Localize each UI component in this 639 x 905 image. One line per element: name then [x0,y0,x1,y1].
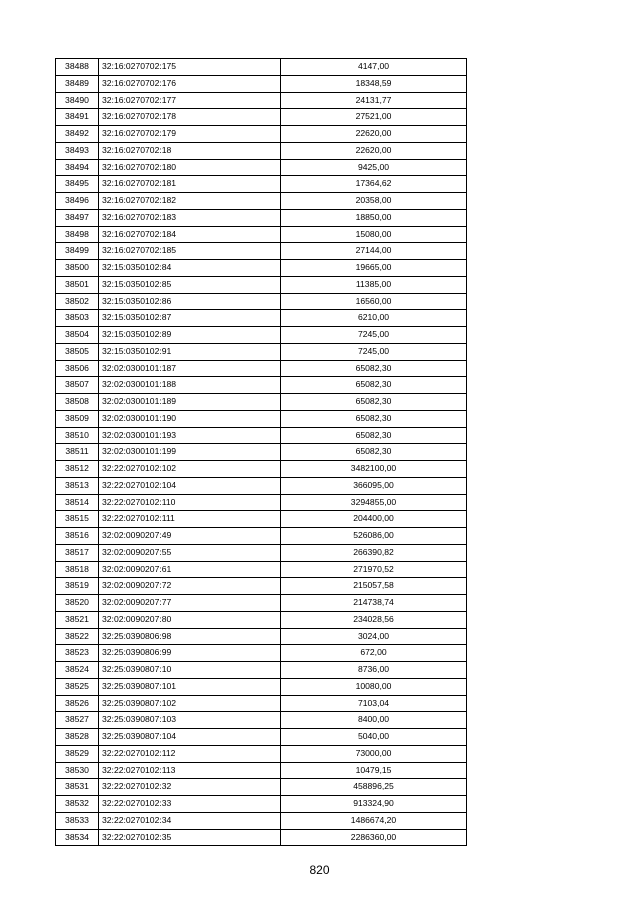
value-cell: 27521,00 [281,109,467,126]
row-number-cell: 38501 [56,276,99,293]
cadastral-number-cell: 32:25:0390807:103 [99,712,281,729]
table-row [56,327,467,344]
value-cell: 3482100,00 [281,461,467,478]
cadastral-number-cell: 32:16:0270702:179 [99,126,281,143]
row-number-cell: 38529 [56,745,99,762]
value-cell: 65082,30 [281,427,467,444]
value-cell: 3024,00 [281,628,467,645]
table-row [56,595,467,612]
cadastral-number-cell: 32:15:0350102:86 [99,293,281,310]
cadastral-number-cell: 32:16:0270702:175 [99,59,281,76]
value-cell: 8736,00 [281,662,467,679]
table-row [56,75,467,92]
row-number-cell: 38514 [56,494,99,511]
value-cell: 17364,62 [281,176,467,193]
table-row [56,193,467,210]
table-row [56,829,467,846]
cadastral-number-cell: 32:16:0270702:178 [99,109,281,126]
table-row [56,561,467,578]
value-cell: 366095,00 [281,477,467,494]
row-number-cell: 38492 [56,126,99,143]
cadastral-number-cell: 32:16:0270702:185 [99,243,281,260]
value-cell: 913324,90 [281,796,467,813]
cadastral-number-cell: 32:25:0390807:102 [99,695,281,712]
row-number-cell: 38512 [56,461,99,478]
table-row [56,394,467,411]
cadastral-number-cell: 32:02:0300101:190 [99,410,281,427]
cadastral-number-cell: 32:02:0090207:49 [99,528,281,545]
table-row [56,578,467,595]
value-cell: 3294855,00 [281,494,467,511]
cadastral-number-cell: 32:15:0350102:87 [99,310,281,327]
cadastral-value-table [55,58,467,846]
row-number-cell: 38508 [56,394,99,411]
row-number-cell: 38515 [56,511,99,528]
value-cell: 215057,58 [281,578,467,595]
row-number-cell: 38516 [56,528,99,545]
table-row [56,712,467,729]
row-number-cell: 38525 [56,678,99,695]
value-cell: 4147,00 [281,59,467,76]
value-cell: 11385,00 [281,276,467,293]
row-number-cell: 38505 [56,343,99,360]
value-cell: 16560,00 [281,293,467,310]
table-row [56,544,467,561]
value-cell: 6210,00 [281,310,467,327]
cadastral-number-cell: 32:25:0390806:99 [99,645,281,662]
table-row [56,276,467,293]
value-cell: 234028,56 [281,611,467,628]
row-number-cell: 38532 [56,796,99,813]
row-number-cell: 38531 [56,779,99,796]
row-number-cell: 38526 [56,695,99,712]
cadastral-number-cell: 32:22:0270102:34 [99,812,281,829]
table-body [56,59,467,846]
table-row [56,528,467,545]
value-cell: 65082,30 [281,394,467,411]
value-cell: 10479,15 [281,762,467,779]
value-cell: 73000,00 [281,745,467,762]
table-row [56,410,467,427]
cadastral-number-cell: 32:16:0270702:184 [99,226,281,243]
row-number-cell: 38513 [56,477,99,494]
row-number-cell: 38528 [56,729,99,746]
cadastral-number-cell: 32:15:0350102:91 [99,343,281,360]
cadastral-number-cell: 32:02:0090207:55 [99,544,281,561]
value-cell: 65082,30 [281,360,467,377]
cadastral-number-cell: 32:25:0390807:101 [99,678,281,695]
cadastral-number-cell: 32:22:0270102:111 [99,511,281,528]
value-cell: 9425,00 [281,159,467,176]
cadastral-number-cell: 32:22:0270102:112 [99,745,281,762]
value-cell: 214738,74 [281,595,467,612]
table-row [56,142,467,159]
value-cell: 22620,00 [281,142,467,159]
table-row [56,695,467,712]
row-number-cell: 38489 [56,75,99,92]
row-number-cell: 38495 [56,176,99,193]
cadastral-number-cell: 32:22:0270102:35 [99,829,281,846]
cadastral-number-cell: 32:16:0270702:18 [99,142,281,159]
row-number-cell: 38524 [56,662,99,679]
table-row [56,92,467,109]
table-row [56,611,467,628]
row-number-cell: 38517 [56,544,99,561]
value-cell: 1486674,20 [281,812,467,829]
cadastral-number-cell: 32:22:0270102:110 [99,494,281,511]
row-number-cell: 38534 [56,829,99,846]
cadastral-number-cell: 32:16:0270702:183 [99,209,281,226]
value-cell: 22620,00 [281,126,467,143]
value-cell: 271970,52 [281,561,467,578]
row-number-cell: 38490 [56,92,99,109]
cadastral-number-cell: 32:16:0270702:176 [99,75,281,92]
cadastral-number-cell: 32:02:0090207:80 [99,611,281,628]
value-cell: 65082,30 [281,377,467,394]
cadastral-number-cell: 32:02:0300101:188 [99,377,281,394]
table-row [56,796,467,813]
table-row [56,176,467,193]
table-row [56,812,467,829]
table-row [56,377,467,394]
row-number-cell: 38507 [56,377,99,394]
table-row [56,628,467,645]
row-number-cell: 38523 [56,645,99,662]
row-number-cell: 38498 [56,226,99,243]
row-number-cell: 38511 [56,444,99,461]
value-cell: 65082,30 [281,410,467,427]
cadastral-number-cell: 32:02:0090207:61 [99,561,281,578]
cadastral-number-cell: 32:02:0090207:72 [99,578,281,595]
row-number-cell: 38497 [56,209,99,226]
row-number-cell: 38494 [56,159,99,176]
row-number-cell: 38493 [56,142,99,159]
table-row [56,745,467,762]
row-number-cell: 38503 [56,310,99,327]
table-row [56,243,467,260]
row-number-cell: 38488 [56,59,99,76]
cadastral-number-cell: 32:15:0350102:84 [99,260,281,277]
table-row [56,461,467,478]
value-cell: 15080,00 [281,226,467,243]
value-cell: 458896,25 [281,779,467,796]
table-row [56,126,467,143]
value-cell: 2286360,00 [281,829,467,846]
row-number-cell: 38496 [56,193,99,210]
row-number-cell: 38521 [56,611,99,628]
row-number-cell: 38499 [56,243,99,260]
table-row [56,209,467,226]
table-row [56,109,467,126]
value-cell: 7245,00 [281,343,467,360]
table-row [56,226,467,243]
row-number-cell: 38520 [56,595,99,612]
row-number-cell: 38506 [56,360,99,377]
cadastral-number-cell: 32:22:0270102:32 [99,779,281,796]
table-row [56,645,467,662]
cadastral-number-cell: 32:02:0300101:187 [99,360,281,377]
cadastral-number-cell: 32:16:0270702:181 [99,176,281,193]
row-number-cell: 38533 [56,812,99,829]
table-row [56,444,467,461]
table-row [56,293,467,310]
value-cell: 19665,00 [281,260,467,277]
row-number-cell: 38500 [56,260,99,277]
row-number-cell: 38504 [56,327,99,344]
table-row [56,159,467,176]
table-row [56,260,467,277]
table-row [56,59,467,76]
page-number: 820 [309,863,330,877]
cadastral-number-cell: 32:02:0300101:189 [99,394,281,411]
cadastral-number-cell: 32:25:0390807:104 [99,729,281,746]
value-cell: 10080,00 [281,678,467,695]
table-row [56,729,467,746]
row-number-cell: 38527 [56,712,99,729]
table-row [56,511,467,528]
value-cell: 18850,00 [281,209,467,226]
value-cell: 18348,59 [281,75,467,92]
cadastral-number-cell: 32:15:0350102:89 [99,327,281,344]
row-number-cell: 38522 [56,628,99,645]
row-number-cell: 38518 [56,561,99,578]
table-row [56,343,467,360]
data-table-container [55,58,466,846]
row-number-cell: 38530 [56,762,99,779]
cadastral-number-cell: 32:22:0270102:113 [99,762,281,779]
row-number-cell: 38491 [56,109,99,126]
value-cell: 24131,77 [281,92,467,109]
table-row [56,310,467,327]
value-cell: 7103,04 [281,695,467,712]
cadastral-number-cell: 32:22:0270102:102 [99,461,281,478]
value-cell: 266390,82 [281,544,467,561]
row-number-cell: 38509 [56,410,99,427]
cadastral-number-cell: 32:16:0270702:177 [99,92,281,109]
value-cell: 8400,00 [281,712,467,729]
value-cell: 7245,00 [281,327,467,344]
table-row [56,427,467,444]
table-row [56,662,467,679]
cadastral-number-cell: 32:02:0300101:199 [99,444,281,461]
value-cell: 65082,30 [281,444,467,461]
cadastral-number-cell: 32:25:0390807:10 [99,662,281,679]
table-row [56,678,467,695]
cadastral-number-cell: 32:02:0300101:193 [99,427,281,444]
table-row [56,762,467,779]
table-row [56,477,467,494]
value-cell: 526086,00 [281,528,467,545]
row-number-cell: 38502 [56,293,99,310]
table-row [56,360,467,377]
cadastral-number-cell: 32:02:0090207:77 [99,595,281,612]
value-cell: 204400,00 [281,511,467,528]
cadastral-number-cell: 32:15:0350102:85 [99,276,281,293]
cadastral-number-cell: 32:22:0270102:33 [99,796,281,813]
row-number-cell: 38519 [56,578,99,595]
table-row [56,779,467,796]
cadastral-number-cell: 32:22:0270102:104 [99,477,281,494]
cadastral-number-cell: 32:25:0390806:98 [99,628,281,645]
cadastral-number-cell: 32:16:0270702:182 [99,193,281,210]
row-number-cell: 38510 [56,427,99,444]
value-cell: 5040,00 [281,729,467,746]
value-cell: 27144,00 [281,243,467,260]
value-cell: 20358,00 [281,193,467,210]
value-cell: 672,00 [281,645,467,662]
table-row [56,494,467,511]
cadastral-number-cell: 32:16:0270702:180 [99,159,281,176]
